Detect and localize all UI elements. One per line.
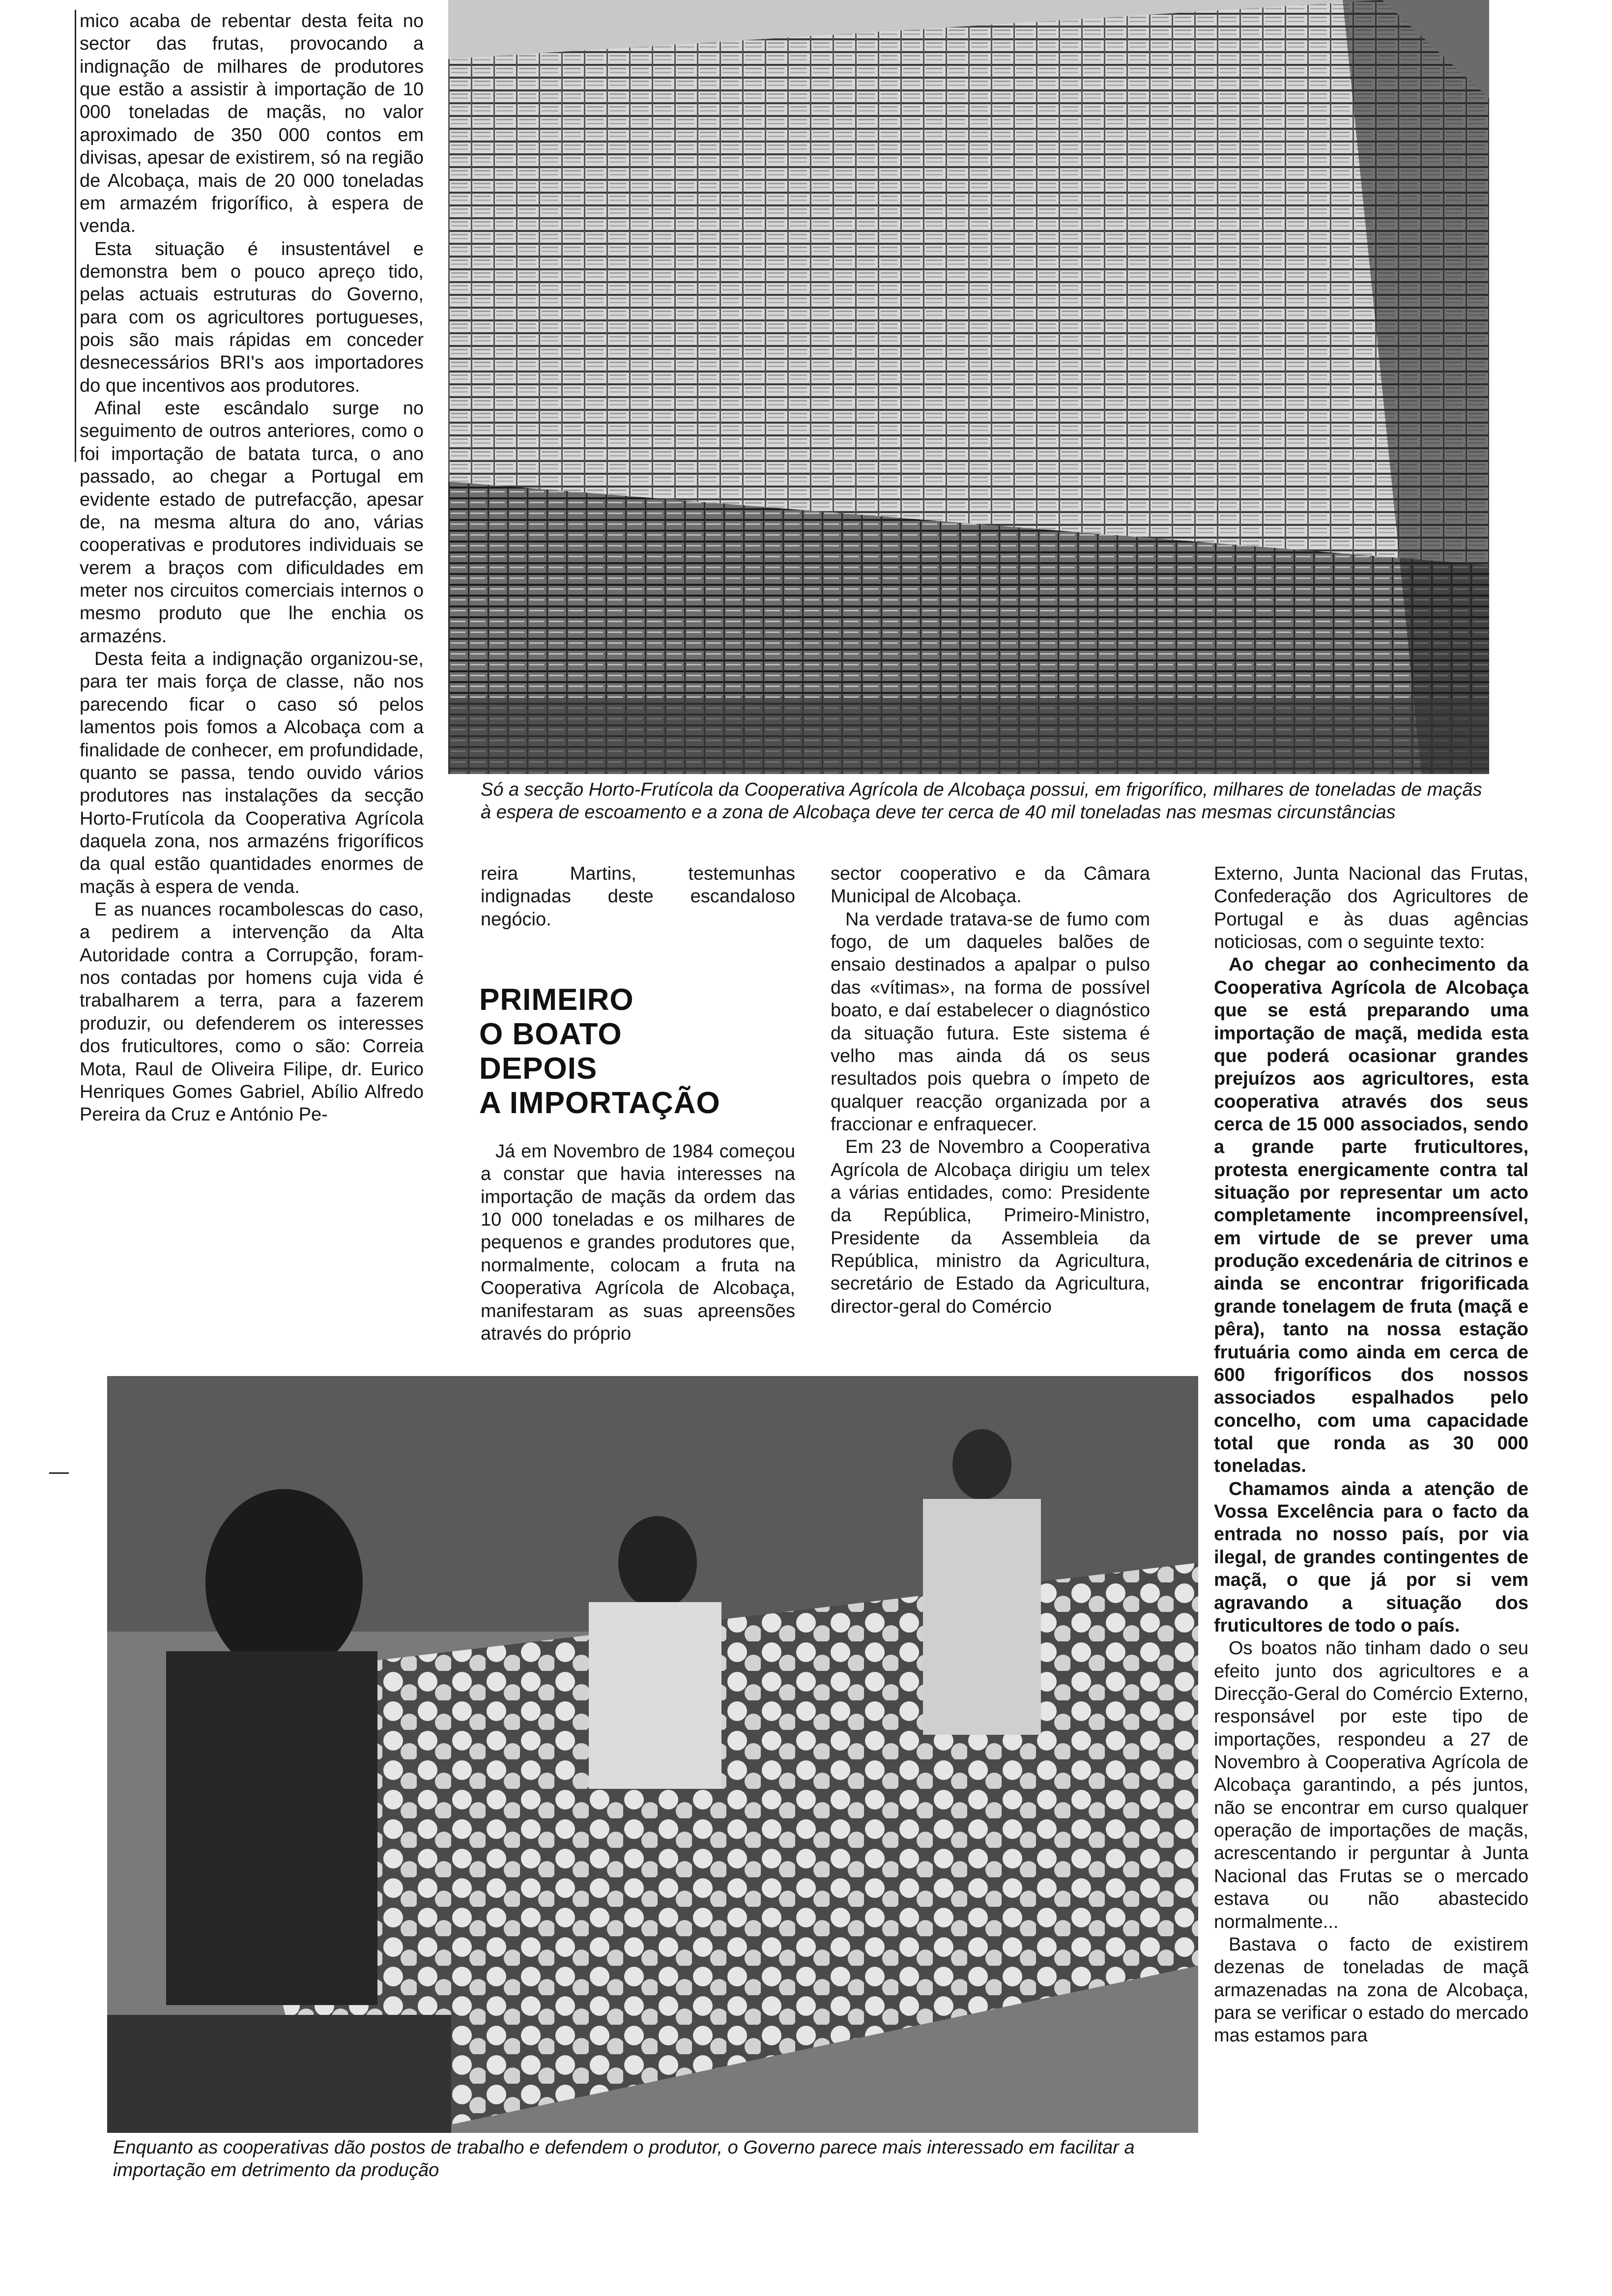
photo-warehouse-crates bbox=[448, 0, 1489, 774]
paragraph: Na verdade tratava-se de fumo com fogo, de um daqueles balões de ensaio destinados a apalpar o pulso das «vítimas», na forma de possível boato, e daí estabelecer o diagnóstico da situação futura. Este sistema é velho mas ainda dá os seus resultados pois quebra o ímpeto de qualquer reacção organizada por a fraccionar e enfraquecer. bbox=[831, 909, 1150, 1135]
telex-paragraph: Ao chegar ao conhecimento da Cooperativa Agrícola de Alcobaça que se está preparando uma importação de maçã, medida esta que poderá ocasionar grandes prejuízos aos agricultores, esta cooperativa através dos seus cerca de 15 000 associados, sendo a grande parte fruticultores, protesta energicamente contra tal situação por representar um acto completamente incompreensível, em virtude de se prever uma produção excedenária de citrinos e ainda se encontrar frigorificada grande tonelagem de fruta (maçã e pêra), tanto na nossa estação frutuária como ainda em cerca de 600 frigoríficos dos nossos associados espalhados pelo concelho, com uma capacidade total que ronda as 30 000 toneladas. bbox=[1214, 954, 1528, 1477]
paragraph: Em 23 de Novembro a Cooperativa Agrícola de Alcobaça dirigiu um telex a várias entidades, como: Presidente da República, Primeiro-Ministro, Presidente da Assembleia da República, ministro da Agricultura, secretário de Estado da Agricultura, director-geral do Comércio bbox=[831, 1137, 1150, 1317]
margin-rule bbox=[75, 10, 76, 462]
headline-line: DEPOIS bbox=[479, 1052, 598, 1086]
paragraph: Desta feita a indignação organizou-se, para ter mais força de classe, não nos parecendo ficar o caso só pelos lamentos pois fomos a Alcobaça com a finalidade de conhecer, em profundidade, quanto se passa, tendo ouvido vários produtores nas instalações da secção Horto-Frutícola da Cooperativa Agrícola daquela zona, nos armazéns frigoríficos da qual estão quantidades enormes de maçãs à espera de venda. bbox=[80, 649, 424, 897]
workers-illustration bbox=[107, 1376, 1198, 2133]
article-column-3 bbox=[831, 862, 1150, 1318]
paragraph: sector cooperativo e da Câmara Municipal de Alcobaça. bbox=[831, 863, 1150, 907]
photo-fruit-workers bbox=[107, 1376, 1198, 2133]
article-column-1 bbox=[80, 10, 424, 1126]
telex-paragraph: Chamamos ainda a atenção de Vossa Excelência para o facto da entrada no nosso país, por via ilegal, de grandes contingentes de maçã, o que já por si vem agravando a situação dos fruticultores de todo o país. bbox=[1214, 1478, 1528, 1636]
paragraph: Esta situação é insustentável e demonstra bem o pouco apreço tido, pelas actuais estruturas do Governo, para com os agricultores portugueses, pois são mais rápidas em conceder desnecessários BRI's aos importadores do que incentivos aos produtores. bbox=[80, 238, 424, 396]
article-column-2 bbox=[481, 862, 795, 931]
headline-line: PRIMEIRO bbox=[479, 983, 634, 1017]
warehouse-illustration bbox=[448, 0, 1489, 774]
headline-line: A IMPORTAÇÃO bbox=[479, 1086, 720, 1120]
headline-line: O BOATO bbox=[479, 1017, 622, 1052]
article-column-2-body bbox=[481, 1140, 795, 1345]
paragraph: reira Martins, testemunhas indignadas deste escandaloso negócio. bbox=[481, 863, 795, 930]
paragraph: mico acaba de rebentar desta feita no sector das frutas, provocando a indignação de milhares de produtores que estão a assistir à importação de 10 000 toneladas de maçãs, no valor aproximado de 350 000 contos em divisas, apesar de existirem, só na região de Alcobaça, mais de 20 000 toneladas em armazém frigorífico, à espera de venda. bbox=[80, 11, 424, 237]
paragraph: Bastava o facto de existirem dezenas de toneladas de maçã armazenadas na zona de Alcobaça, para se verificar o estado do mercado mas estamos para bbox=[1214, 1934, 1528, 2046]
paragraph: Afinal este escândalo surge no seguimento de outros anteriores, como o foi importação de batata turca, o ano passado, ao chegar a Portugal em evidente estado de putrefacção, apesar de, na mesma altura do ano, várias cooperativas e produtores individuais se verem a braços com dificuldades em meter nos circuitos comerciais internos o mesmo produto que lhe enchia os armazéns. bbox=[80, 398, 424, 647]
margin-dash bbox=[49, 1472, 69, 1474]
paragraph: Já em Novembro de 1984 começou a constar que havia interesses na importação de maçãs da ordem das 10 000 toneladas e os milhares de pequenos e grandes produtores que, normalmente, colocam a fruta na Cooperativa Agrícola de Alcobaça, manifestaram as suas apreensões através do próprio bbox=[481, 1141, 795, 1344]
paragraph: E as nuances rocambolescas do caso, a pedirem a intervenção da Alta Autoridade contra a Corrupção, foram-nos contadas por homens cuja vida é trabalharem a terra, para a fazerem produzir, ou defenderem os interesses dos fruticultores, como o são: Correia Mota, Raul de Oliveira Filipe, dr. Eurico Henriques Gomes Gabriel, Abílio Alfredo Pereira da Cruz e António Pe- bbox=[80, 899, 424, 1125]
paragraph: Externo, Junta Nacional das Frutas, Confederação dos Agricultores de Portugal e às duas agências noticiosas, com o seguinte texto: bbox=[1214, 863, 1528, 953]
photo-caption-bottom: Enquanto as cooperativas dão postos de trabalho e defendem o produtor, o Governo parece mais interessado em facilitar a importação em detrimento da produção bbox=[113, 2137, 1135, 2181]
article-column-4 bbox=[1214, 862, 1528, 2047]
paragraph: Os boatos não tinham dado o seu efeito junto dos agricultores e a Direcção-Geral do Comércio Externo, responsável por este tipo de importações, respondeu a 27 de Novembro à Cooperativa Agrícola de Alcobaça garantindo, a pés juntos, não se encontrar em curso qualquer operação de importações de maçãs, acrescentando ir perguntar à Junta Nacional das Frutas se o mercado estava ou não abastecido normalmente... bbox=[1214, 1638, 1528, 1932]
section-headline bbox=[479, 983, 754, 1120]
photo-caption-top: Só a secção Horto-Frutícola da Cooperativa Agrícola de Alcobaça possui, em frigorífico, milhares de toneladas de maçãs à espera de escoamento e a zona de Alcobaça deve ter cerca de 40 mil toneladas nas mesmas circunstâncias bbox=[481, 779, 1482, 823]
